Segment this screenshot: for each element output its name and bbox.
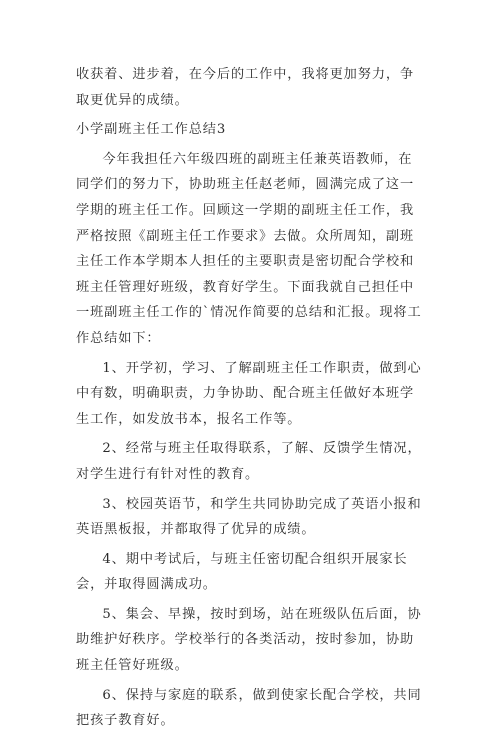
list-item: 6、保持与家庭的联系，做到使家长配合学校，共同把孩子教育好。 [76,687,422,729]
summary-list [76,356,424,734]
list-item: 2、经常与班主任取得联系，了解、反馈学生情况，对学生进行有针对性的教育。 [76,441,422,482]
list-item: 5、集会、早操，按时到场，站在班级队伍后面，协助维护好秩序。学校举行的各类活动，按时参加，协助班主任管好班级。 [76,606,422,674]
list-item: 4、期中考试后，与班主任密切配合组织开展家长会，并取得圆满成功。 [76,551,408,593]
intro-paragraph: 收获着、进步着，在今后的工作中，我将更加努力，争取更优异的成绩。 [76,67,415,108]
body-paragraph: 今年我担任六年级四班的副班主任兼英语教师，在同学们的努力下，协助班主任赵老师，圆满完成了这一学期的班主任工作。回顾这一学期的副班主任工作，我严格按照《副班主任工作要求》去做。众所周知，副班主任工作本学期本人担任的主要职责是密切配合学校和班主任管理好班级，教育好学生。下面我就自己担任中一班副班主任工作的`情况作简要的总结和汇报。现将工作总结如下： [76,151,422,346]
list-item: 3、校园英语节，和学生共同协助完成了英语小报和英语黑板报，并都取得了优异的成绩。 [76,496,422,538]
list-item: 1、开学初，学习、了解副班主任工作职责，做到心中有数，明确职责，力争协助、配合班主任做好本班学生工作，如发放书本，报名工作等。 [76,360,422,427]
section-title: 小学副班主任工作总结3 [76,122,227,138]
